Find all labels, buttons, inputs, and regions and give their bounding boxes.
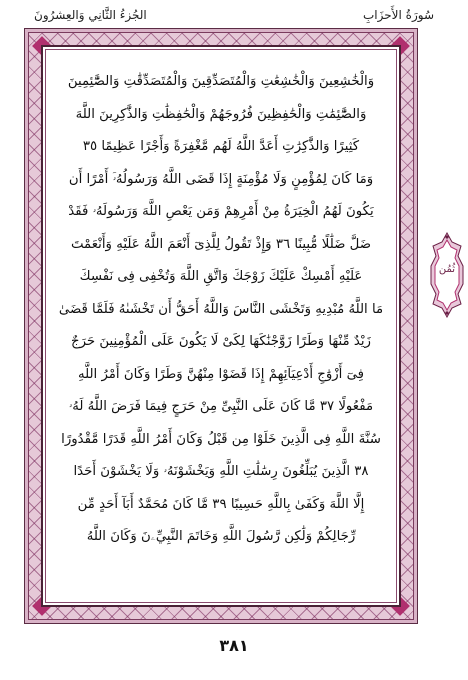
juz-name-header: الجُزءُ الثَّانِي وَالعِشرُونَ xyxy=(34,8,147,22)
verse-line: زَيْدٌ مِّنْهَا وَطَرًا زَوَّجْنَٰكَهَا لِكَىْ لَا يَكُونَ عَلَى الْمُؤْمِنِينَ حَرَجٌ xyxy=(71,334,371,349)
verse-line: مَا اللَّهُ مُبْدِيهِ وَتَخْشَى النَّاسَ وَاللَّهُ أَحَقُّ أَن تَخْشَىٰهُ فَلَمَّا قَضَىٰ xyxy=(58,301,384,317)
verse-line: مَفْعُولًا ٣٧ مَّا كَانَ عَلَى النَّبِىِّ مِنْ حَرَجٍ فِيمَا فَرَضَ اللَّهُ لَهُۥ xyxy=(68,399,374,414)
verse-line: وَالْخَٰشِعِينَ وَالْخَٰشِعَٰتِ وَالْمُتَصَدِّقِينَ وَالْمُتَصَدِّقَٰتِ وَالصَّٰٓئِمِينَ xyxy=(67,74,375,89)
thumun-label: ثُمُن xyxy=(438,264,456,275)
verse-line: يَكُونَ لَهُمُ الْخِيَرَةُ مِنْ أَمْرِهِمْ وَمَن يَعْصِ اللَّهَ وَرَسُولَهُۥ فَقَدْ xyxy=(68,204,374,219)
verse-line: فِىٓ أَزْوَٰجِ أَدْعِيَآئِهِمْ إِذَا قَضَوْا مِنْهُنَّ وَطَرًا وَكَانَ أَمْرُ اللَّهِ xyxy=(77,366,365,382)
verse-line: ضَلَّ ضَلَٰلًا مُّبِينًا ٣٦ وَإِذْ تَقُولُ لِلَّذِىٓ أَنْعَمَ اللَّهُ عَلَيْهِ وَأَنْعَمْتَ xyxy=(71,236,371,252)
verse-line: كَثِيرًا وَالذَّٰكِرَٰتِ أَعَدَّ اللَّهُ لَهُم مَّغْفِرَةً وَأَجْرًا عَظِيمًا ٣٥ xyxy=(82,139,360,154)
verse-line: إِلَّا اللَّهَ وَكَفَىٰ بِاللَّهِ حَسِيبًا ٣٩ مَّا كَانَ مُحَمَّدٌ أَبَآ أَحَدٍ مِّن xyxy=(77,496,365,512)
verse-line: رِّجَالِكُمْ وَلَٰكِن رَّسُولَ اللَّهِ وَخَاتَمَ النَّبِيِّۦنَ وَكَانَ اللَّهُ xyxy=(86,529,356,544)
verse-line: ٣٨ الَّذِينَ يُبَلِّغُونَ رِسَٰلَٰتِ اللَّهِ وَيَخْشَوْنَهُۥ وَلَا يَخْشَوْنَ أَحَدًا xyxy=(73,464,369,479)
verse-line: عَلَيْهِ أَمْسِكْ عَلَيْكَ زَوْجَكَ وَاتَّقِ اللَّهَ وَتُخْفِى فِى نَفْسِكَ xyxy=(79,269,363,284)
verse-line: وَمَا كَانَ لِمُؤْمِنٍ وَلَا مُؤْمِنَةٍ إِذَا قَضَى اللَّهُ وَرَسُولُهُۥٓ أَمْرًا أَن xyxy=(68,171,374,187)
thumun-marker xyxy=(430,232,464,318)
verse-line: سُنَّةَ اللَّهِ فِى الَّذِينَ خَلَوْا مِن قَبْلُ وَكَانَ أَمْرُ اللَّهِ قَدَرًا مَّقْدُورًا xyxy=(61,431,381,447)
thumun-medallion-icon xyxy=(430,232,464,318)
page-number: ٣٨١ xyxy=(219,636,249,655)
verse-line: وَالصَّٰٓئِمَٰتِ وَالْحَٰفِظِينَ فُرُوجَهُمْ وَالْحَٰفِظَٰتِ وَالذَّٰكِرِينَ اللَّهَ xyxy=(75,106,367,122)
surah-name-header: سُورَةُ الأَحزَابِ xyxy=(363,8,434,22)
quran-text xyxy=(52,66,390,554)
